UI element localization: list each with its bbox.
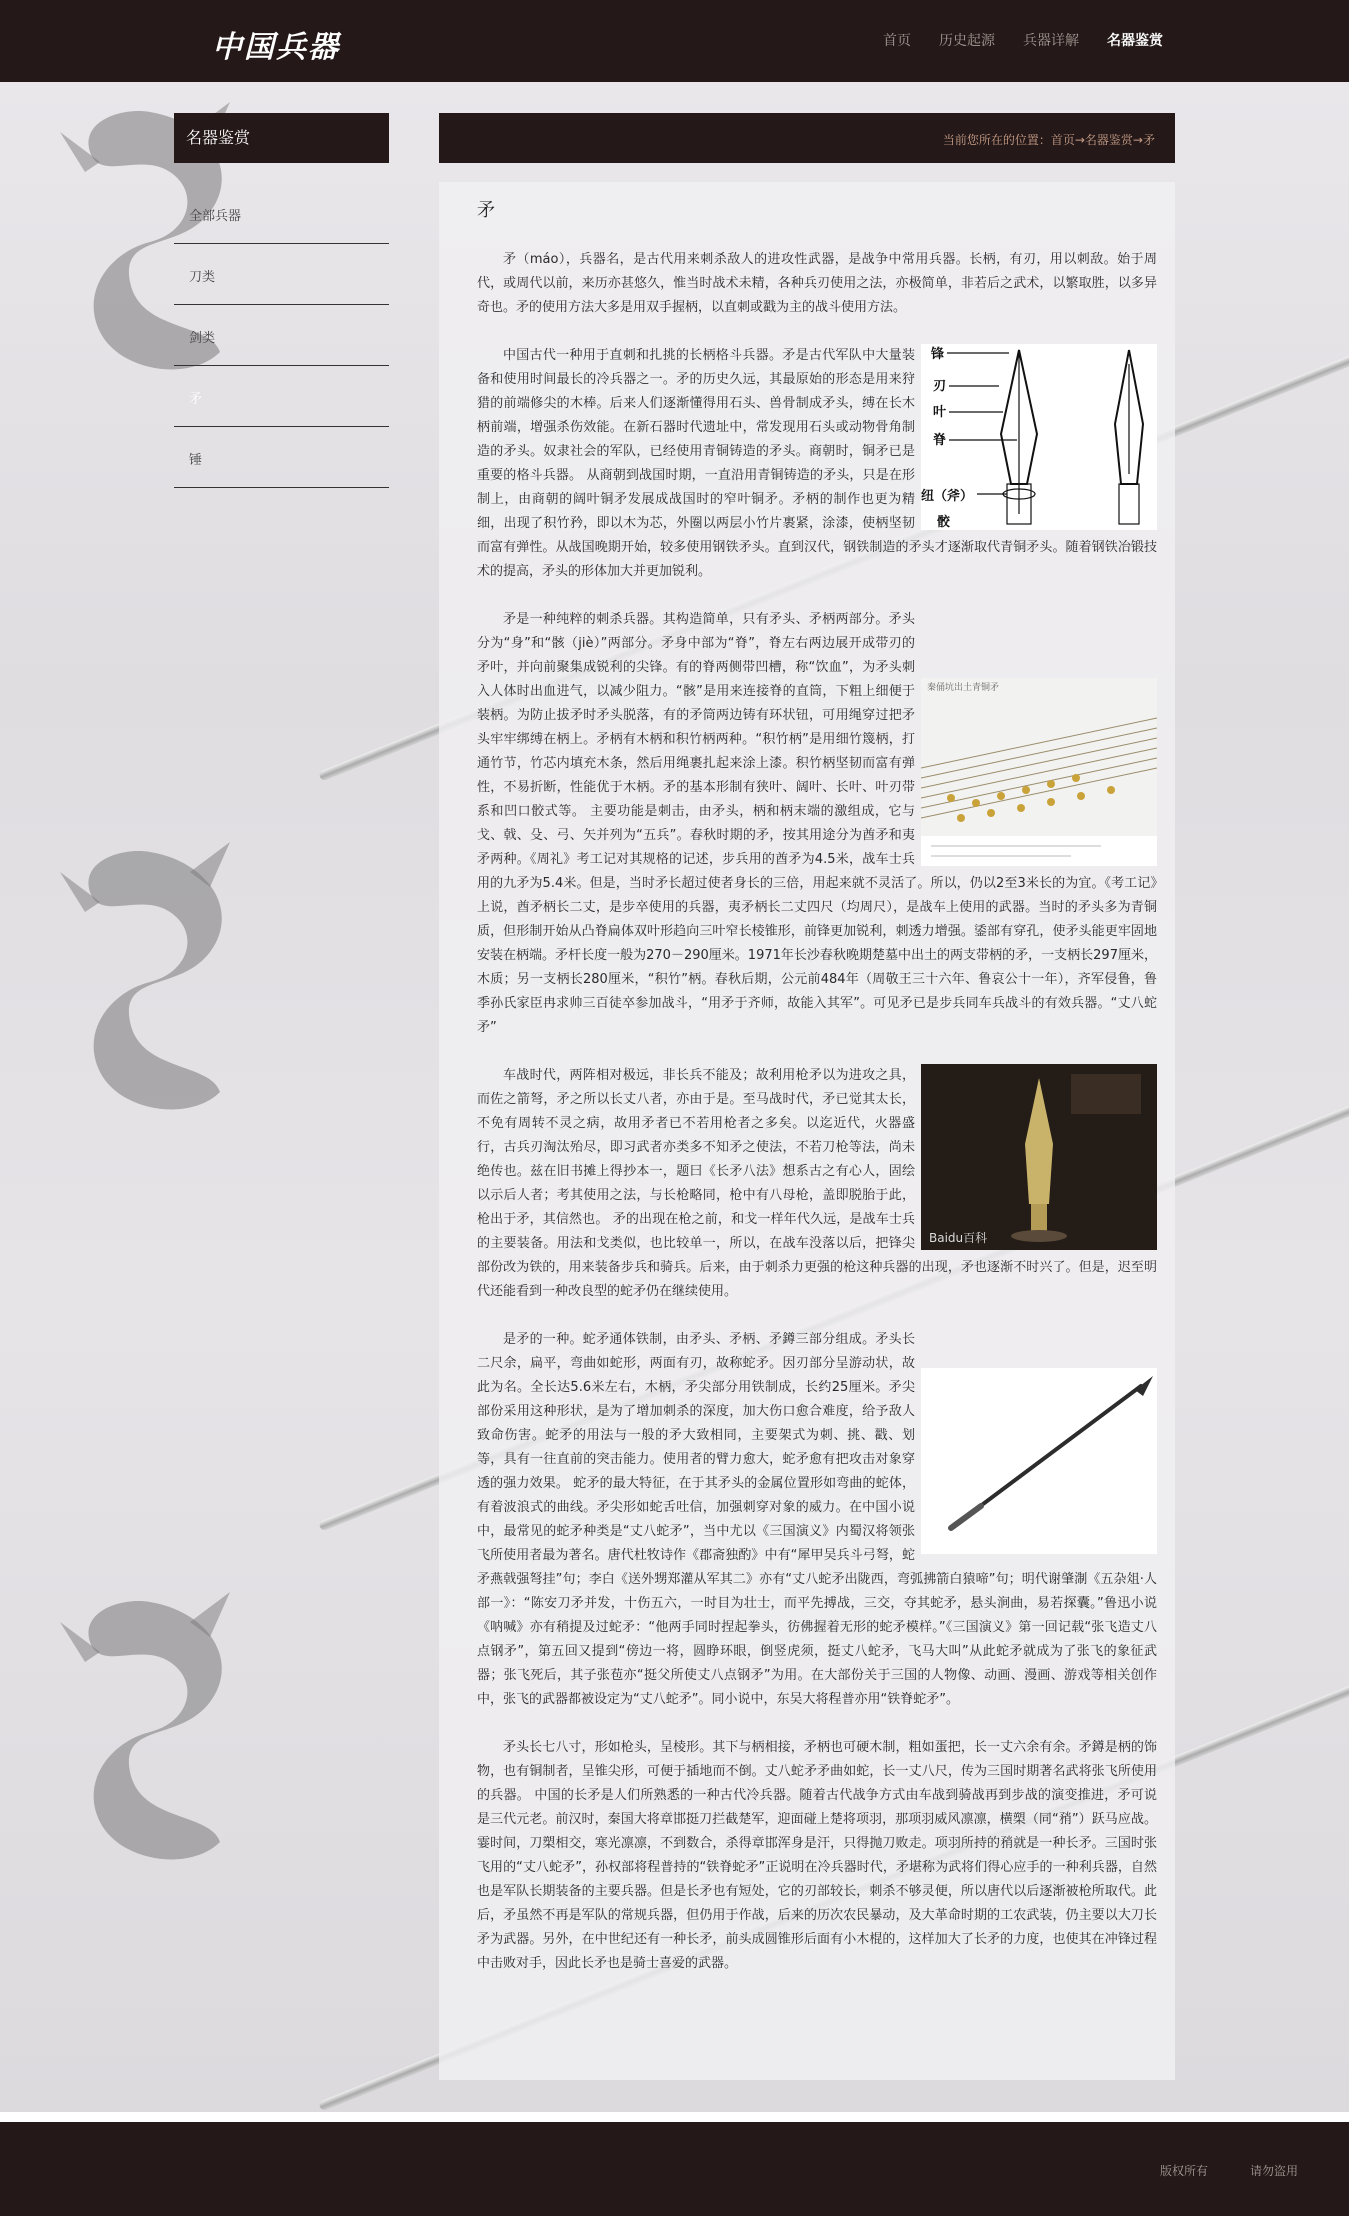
main-nav [883,30,1163,50]
diagram-label-ye: 叶 [933,405,947,420]
spears-photo-icon [921,678,1157,866]
article-paragraph: 矛是一种纯粹的刺杀兵器。其构造简单，只有矛头、矛柄两部分。矛头分为“身”和“骸（jiè）”两部分。矛身中部为“脊”，脊左右两边展开成带刃的矛叶，并向前聚集成锐利的尖锋。有的脊两侧带凹槽，称“饮血”，为矛头刺入人体时出血进气，以减少阻力。“骸”是用来连接脊的直筒，下粗上细便于装柄。为防止拔矛时矛头脱落，有的矛筒两边铸有环状钮，可用绳穿过把矛头牢牢绑缚在柄上。矛柄有木柄和积竹柄两种。“积竹柄”是用细竹篾柄，打通竹节，竹芯内填充木条，然后用绳裹扎起来涂上漆。积竹柄坚韧而富有弹性，不易折断，性能优于木柄。矛的基本形制有狭叶、阔叶、长叶、叶刃带系和凹口骹式等。 主要功能是刺击，由矛头，柄和柄末端的激组成，它与戈、戟、殳、弓、矢并列为“五兵”。春秋时期的矛，按其用途分为酋矛和夷矛两种。《周礼》考工记对其规格的记述，步兵用的酋矛为4.5米，战车士兵用的九矛为5.4米。但是，当时矛长超过使者身长的三倍，用起来就不灵活了。所以，仍以2至3米长的为宜。《考工记》上说，酋矛柄长二丈，是步卒使用的兵器，夷矛柄长二丈四尺（均周尺），是战车上使用的武器。当时的矛头多为青铜质，但形制开始从凸脊扁体双叶形趋向三叶窄长棱锥形，前锋更加锐利，刺透力增强。鋈部有穿孔，使矛头能更牢固地安装在柄端。矛杆长度一般为270－290厘米。1971年长沙春秋晚期楚墓中出土的两支带柄的矛，一支柄长297厘米，木质；另一支柄长280厘米，“积竹”柄。春秋后期，公元前484年（周敬王三十六年、鲁哀公十一年），齐军侵鲁，鲁季孙氏家臣冉求帅三百徒卒参加战斗，“用矛于齐师，故能入其军”。可见矛已是步兵同车兵战斗的有效兵器。“丈八蛇矛” [477,612,1157,1035]
sidebar-item-mao[interactable]: 矛 [174,366,389,427]
article-title: 矛 [477,200,495,221]
spear-structure-diagram [921,344,1157,530]
nav-home[interactable]: 首页 [883,33,911,49]
breadcrumb-bar [439,113,1175,163]
breadcrumb: 当前您所在的位置：首页→名器鉴赏→矛 [942,133,1155,147]
bronze-spear-photo-icon [921,1064,1157,1250]
diagram-label-ji: 脊 [933,433,947,448]
nav-history[interactable]: 历史起源 [939,33,995,49]
article-paragraph: 矛（máo），兵器名，是古代用来刺杀敌人的进攻性武器，是战争中常用兵器。长柄，有刃，用以刺敌。始于周代，或周代以前，来历亦甚悠久，惟当时战术未精，各种兵刃使用之法，亦极简单，非若后之武术，以繁取胜，以多异奇也。矛的使用方法大多是用双手握柄，以直刺或戳为主的战斗使用方法。 [477,252,1157,315]
snake-spear-photo-icon [921,1368,1157,1554]
diagram-label-jiao: 骹 [937,515,951,530]
photo-caption: 秦俑坑出土青铜矛 [927,683,1000,693]
sidebar-item-chui[interactable]: 锤 [174,427,389,488]
diagram-label-feng: 锋 [931,347,945,362]
snake-spear-photo [921,1368,1157,1554]
photo-watermark: Baidu百科 [929,1231,988,1245]
sidebar-item-dao[interactable]: 刀类 [174,244,389,305]
footer-divider [0,2112,1349,2122]
footer-copyright: 版权所有 [1160,2164,1209,2178]
nav-famous-weapons[interactable]: 名器鉴赏 [1107,33,1163,49]
dragon-icon [40,1582,270,1882]
article-paragraph: 中国古代一种用于直刺和扎挑的长柄格斗兵器。矛是古代军队中大量装备和使用时间最长的冷兵器之一。矛的历史久远，其最原始的形态是用来狩猎的前端修尖的木棒。后来人们逐渐懂得用石头、兽骨制成矛头，缚在长木柄前端，增强杀伤效能。在新石器时代遗址中，常发现用石头或动物骨角制造的矛头。奴隶社会的军队，已经使用青铜铸造的矛头。商朝时，铜矛已是重要的格斗兵器。 从商朝到战国时期，一直沿用青铜铸造的矛头，只是在形制上，由商朝的阔叶铜矛发展成战国时的窄叶铜矛。矛柄的制作也更为精细，出现了积竹矜，即以木为芯，外圈以两层小竹片裹紧，涂漆，使柄坚韧而富有弹性。从战国晚期开始，较多使用钢铁矛头。直到汉代，钢铁制造的矛头才逐渐取代青铜矛头。随着钢铁冶锻技术的提高，矛头的形体加大并更加锐利。 [477,348,1157,579]
terracotta-spears-photo [921,678,1157,866]
diagram-label-ren: 刃 [933,379,947,394]
article-paragraph: 车战时代，两阵相对极远，非长兵不能及；故利用枪矛以为进攻之具，而佐之箭弩，矛之所以长丈八者，亦由于是。至马战时代，矛已觉其太长，不免有周转不灵之病，故用矛者已不若用枪者之多矣。以迄近代，火器盛行，古兵刃淘汰殆尽，即习武者亦类多不知矛之使法，不若刀枪等法，尚未绝传也。兹在旧书摊上得抄本一，题曰《长矛八法》想系古之有心人，固绘以示后人者；考其使用之法，与长枪略同，枪中有八母枪，盖即脱胎于此，枪出于矛，其信然也。 矛的出现在枪之前，和戈一样年代久远，是战车士兵的主要装备。用法和戈类似，也比较单一，所以，在战车没落以后，把锋尖部份改为铁的，用来装备步兵和骑兵。后来，由于刺杀力更强的枪这种兵器的出现，矛也逐渐不时兴了。但是，迟至明代还能看到一种改良型的蛇矛仍在继续使用。 [477,1068,1157,1299]
site-footer [0,2122,1349,2216]
dragon-icon [40,832,270,1132]
spear-diagram-icon [921,344,1157,530]
article-panel [439,182,1175,2080]
article-paragraph: 是矛的一种。蛇矛通体铁制，由矛头、矛柄、矛鐏三部分组成。矛头长二尺余，扁平，弯曲如蛇形，两面有刃，故称蛇矛。因刃部分呈游动状，故此为名。全长达5.6米左右，木柄，矛尖部分用铁制成，长约25厘米。矛尖部份采用这种形状，是为了增加刺杀的深度，加大伤口愈合难度，给予敌人致命伤害。蛇矛的用法与一般的矛大致相同，主要架式为刺、挑、戳、划等，具有一往直前的突击能力。使用者的臂力愈大，蛇矛愈有把攻击对象穿透的强力效果。 蛇矛的最大特征，在于其矛头的金属位置形如弯曲的蛇体，有着波浪式的曲线。矛尖形如蛇舌吐信，加强刺穿对象的威力。在中国小说中，最常见的蛇矛种类是“丈八蛇矛”，当中尤以《三国演义》内蜀汉将领张飞所使用者最为著名。唐代杜牧诗作《郡斋独酌》中有“犀甲吴兵斗弓弩，蛇矛燕戟强弩挂”句；李白《送外甥郑灌从军其二》亦有“丈八蛇矛出陇西，弯弧拂箭白猿啼”句；明代谢肇淛《五杂俎·人部一》：“陈安刀矛并发，十伤五六，一时目为壮士，而平先搏战，三交，夺其蛇矛，悬头涧曲，易若探囊。”鲁迅小说《呐喊》亦有稍提及过蛇矛：“他两手同时捏起拳头，彷佛握着无形的蛇矛模样。”《三国演义》第一回记载“张飞造丈八点钢矛”，第五回又提到“傍边一将，圆睁环眼，倒竖虎须，挺丈八蛇矛，飞马大叫”从此蛇矛就成为了张飞的象征武器；张飞死后，其子张苞亦“挺父所使丈八点钢矛”为用。在大部份关于三国的人物像、动画、漫画、游戏等相关创作中，张飞的武器都被设定为“丈八蛇矛”。同小说中，东吴大将程普亦用“铁脊蛇矛”。 [477,1332,1157,1707]
sidebar-item-all[interactable]: 全部兵器 [174,183,389,244]
sidebar-item-jian[interactable]: 剑类 [174,305,389,366]
site-logo[interactable]: 中国兵器 [212,30,340,65]
footer-notice: 请勿盗用 [1250,2164,1299,2178]
site-header [0,0,1349,82]
sidebar-title: 名器鉴赏 [174,113,389,163]
article-paragraph: 矛头长七八寸，形如枪头，呈棱形。其下与柄相接，矛柄也可硬木制，粗如蛋把，长一丈六余有余。矛鐏是柄的饰物，也有铜制者，呈锥尖形，可便于插地而不倒。丈八蛇矛矛曲如蛇，长一丈八尺，传为三国时期著名武将张飞所使用的兵器。 中国的长矛是人们所熟悉的一种古代冷兵器。随着古代战争方式由车战到骑战再到步战的演变推进，矛可说是三代元老。前汉时，秦国大将章邯挺刀拦截楚军，迎面碰上楚将项羽，那项羽威风凛凛，横槊（同“矟”）跃马应战。霎时间，刀槊相交，寒光凛凛，不到数合，杀得章邯浑身是汗，只得抛刀败走。项羽所持的矟就是一种长矛。三国时张飞用的“丈八蛇矛”，孙权部将程普持的“铁脊蛇矛”正说明在冷兵器时代，矛堪称为武将们得心应手的一种利兵器，自然也是军队长期装备的主要兵器。但是长矛也有短处，它的刃部较长，刺杀不够灵便，所以唐代以后逐渐被枪所取代。此后，矛虽然不再是军队的常规兵器，但仍用于作战，后来的历次农民暴动，及大革命时期的工农武装，仍主要以大刀长矛为武器。另外，在中世纪还有一种长矛，前头成圆锥形后面有小木棍的，这样加大了长矛的力度，也使其在冲锋过程中击败对手，因此长矛也是骑士喜爱的武器。 [477,1740,1157,1971]
nav-weapons-detail[interactable]: 兵器详解 [1023,33,1079,49]
bronze-spearhead-photo [921,1064,1157,1250]
sidebar-list [174,183,389,488]
diagram-label-niu: 纽（斧） [921,489,974,504]
